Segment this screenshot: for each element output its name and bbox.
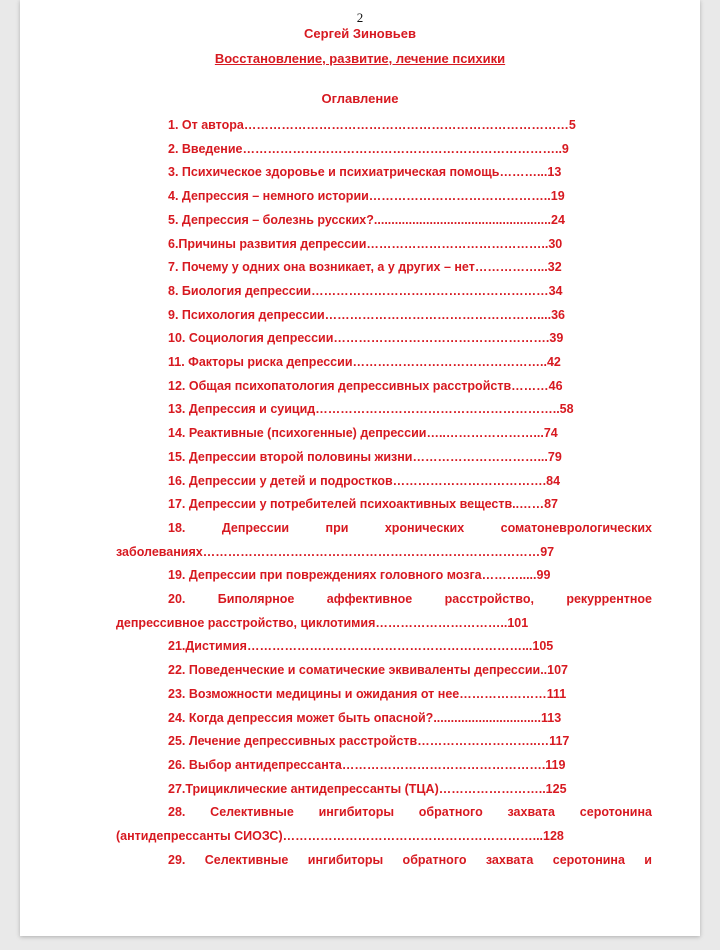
toc-entry-5[interactable]: 5. Депрессия – болезнь русских?...................................................24 [168,212,565,227]
document-page [20,0,700,936]
toc-entry-19[interactable]: 19. Депрессии при повреждениях головного мозга……….....99 [168,568,551,583]
toc-entry-24[interactable]: 24. Когда депрессия может быть опасной?...............................113 [168,710,562,725]
toc-entry-29-line-1: 29. Селективные ингибиторы обратного захвата серотонина и [168,852,652,867]
toc-entry-11[interactable]: 11. Факторы риска депрессии………………………………………..42 [168,355,561,370]
toc-entry-27[interactable]: 27.Трициклические антидепрессанты (ТЦА)……………………..125 [168,781,567,796]
toc-entry-8[interactable]: 8. Биология депрессии…………………………………………………34 [168,283,563,298]
book-title: Восстановление, развитие, лечение психики [214,51,506,66]
toc-entry-29[interactable] [116,849,652,873]
toc-entry-26[interactable]: 26. Выбор антидепрессанта………………………………………….119 [168,757,566,772]
toc-entry-14[interactable]: 14. Реактивные (психогенные) депрессии…..…………………...74 [168,426,558,441]
toc-entry-20-line-1: 20. Биполярное аффективное расстройство, рекуррентное [168,592,652,607]
toc-entry-20[interactable] [116,588,652,635]
table-of-contents [116,114,652,873]
toc-entry-2[interactable]: 2. Введение…………………………………………………………………..9 [168,141,569,156]
toc-entry-21[interactable]: 21.Дистимия…………………………………………………………...105 [168,639,554,654]
toc-entry-16[interactable]: 16. Депрессии у детей и подростков……………………………….84 [168,473,561,488]
toc-entry-18-line-1: 18. Депрессии при хронических соматоневрологических [168,520,652,535]
toc-entry-9[interactable]: 9. Психология депрессии……………………………………………....36 [168,307,565,322]
toc-entry-18[interactable] [116,517,652,564]
toc-heading: Оглавление [321,91,399,106]
toc-entry-23[interactable]: 23. Возможности медицины и ожидания от нее…………………111 [168,686,567,701]
toc-entry-12[interactable]: 12. Общая психопатология депрессивных расстройств………46 [168,378,563,393]
toc-entry-25[interactable]: 25. Лечение депрессивных расстройств………………………..…117 [168,734,570,749]
toc-entry-13[interactable]: 13. Депрессия и суицид…………………………………………………..58 [168,402,574,417]
toc-entry-4[interactable]: 4. Депрессия – немного истории……………………………………..19 [168,189,565,204]
toc-entry-7[interactable]: 7. Почему у одних она возникает, а у других – нет……………...32 [168,260,562,275]
page-number: 2 [356,10,364,25]
toc-entry-3[interactable]: 3. Психическое здоровье и психиатрическая помощь………...13 [168,165,562,180]
toc-entry-1[interactable]: 1. От автора……………………………………………………………………5 [168,118,576,132]
toc-entry-28[interactable] [116,801,652,848]
author-name: Сергей Зиновьев [304,26,416,41]
toc-entry-6[interactable]: 6.Причины развития депрессии……………………………………..30 [168,236,563,251]
toc-entry-28-line-2: (антидепрессанты СИОЗС)……………………………………………………...128 [116,829,564,844]
toc-entry-15[interactable]: 15. Депрессии второй половины жизни…………………………...79 [168,449,562,464]
toc-entry-28-line-1: 28. Селективные ингибиторы обратного захвата серотонина [168,805,652,820]
toc-entry-22[interactable]: 22. Поведенческие и соматические эквиваленты депрессии..107 [168,663,568,678]
toc-entry-10[interactable]: 10. Социология депрессии…………………………………………….39 [168,331,564,346]
toc-entry-18-line-2: заболеваниях………………………………………………………………………97 [116,544,555,559]
toc-entry-20-line-2: депрессивное расстройство, циклотимия…………………………..101 [116,615,529,630]
toc-entry-17[interactable]: 17. Депрессии у потребителей психоактивных веществ..……87 [168,497,559,512]
